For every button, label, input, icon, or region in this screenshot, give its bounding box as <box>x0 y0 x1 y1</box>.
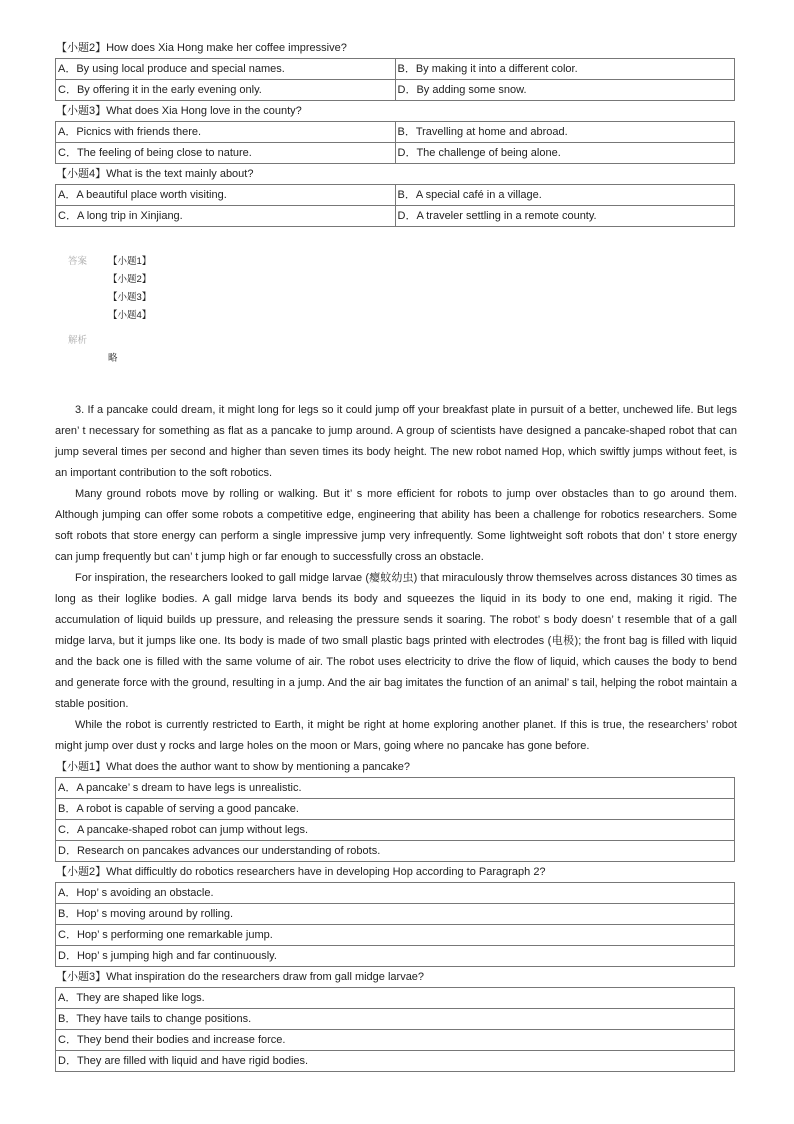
option-a: A．By using local produce and special names. <box>56 59 396 80</box>
reading-passage <box>55 400 737 757</box>
question-stem: 【小题4】What is the text mainly about? <box>56 168 254 180</box>
options-table <box>55 121 735 164</box>
option-a: A．They are shaped like logs. <box>56 988 735 1009</box>
question-stem: 【小题2】What difficultly do robotics researchers have in developing Hop according to Paragraph 2? <box>56 866 546 878</box>
option-b: B．By making it into a different color. <box>395 59 735 80</box>
options-table <box>55 777 735 862</box>
option-d: D．Research on pancakes advances our understanding of robots. <box>56 841 735 862</box>
option-a: A．A pancake’ s dream to have legs is unrealistic. <box>56 778 735 799</box>
options-table <box>55 58 735 101</box>
option-d: D．Hop’ s jumping high and far continuously. <box>56 946 735 967</box>
question-stem: 【小题2】How does Xia Hong make her coffee impressive? <box>56 42 347 54</box>
option-b: B．Hop’ s moving around by rolling. <box>56 904 735 925</box>
option-d: D．The challenge of being alone. <box>395 143 735 164</box>
question-block-2 <box>55 757 735 1072</box>
option-b: B．They have tails to change positions. <box>56 1009 735 1030</box>
paragraph: While the robot is currently restricted to Earth, it might be right at home exploring another planet. If this is true, the researchers’ robot might jump over dust y rocks and large holes on the moon or Mars, going where no pancake has gone before. <box>55 719 737 752</box>
answer-item: 【小题3】 <box>108 292 152 303</box>
option-c: C．Hop’ s performing one remarkable jump. <box>56 925 735 946</box>
option-c: C．A long trip in Xinjiang. <box>56 206 396 227</box>
question-stem: 【小题1】What does the author want to show by mentioning a pancake? <box>56 761 411 773</box>
option-c: C．The feeling of being close to nature. <box>56 143 396 164</box>
options-table <box>55 987 735 1072</box>
analysis-label: 解析 <box>68 335 88 346</box>
option-a: A．Picnics with friends there. <box>56 122 396 143</box>
option-b: B．A special café in a village. <box>395 185 735 206</box>
option-a: A．A beautiful place worth visiting. <box>56 185 396 206</box>
answer-label: 答案 <box>68 256 88 267</box>
option-a: A．Hop’ s avoiding an obstacle. <box>56 883 735 904</box>
question-stem: 【小题3】What inspiration do the researchers draw from gall midge larvae? <box>56 971 425 983</box>
question-stem: 【小题3】What does Xia Hong love in the county? <box>56 105 302 117</box>
options-table <box>55 882 735 967</box>
paragraph: 3. If a pancake could dream, it might long for legs so it could jump off your breakfast plate in pursuit of a better, unchewed life. But legs aren’ t necessary for something as flat as a pancake to jump around. A group of scientists have designed a pancake-shaped robot that can jump several times per second and higher than seven times its body height. The new robot named Hop, which swiftly jumps without feet, is an important contribution to the soft robotics. <box>55 404 737 479</box>
analysis-text: 略 <box>108 353 118 364</box>
paragraph: Many ground robots move by rolling or walking. But it’ s more efficient for robots to jump over obstacles than to go around them. Although jumping can offer some robots a competitive edge, engineering that ability has been a challenge for robotics researchers. Some soft robots that store energy can perform a single impressive jump very infrequently. Some lightweight soft robots that don’ t store energy can jump frequently but can’ t jump high or far enough to successfully cross an obstacle. <box>55 488 737 563</box>
option-b: B．Travelling at home and abroad. <box>395 122 735 143</box>
answer-item: 【小题1】 <box>108 256 152 267</box>
option-d: D．By adding some snow. <box>395 80 735 101</box>
option-d: D．They are filled with liquid and have rigid bodies. <box>56 1051 735 1072</box>
question-block-1 <box>55 38 735 227</box>
option-c: C．A pancake-shaped robot can jump without legs. <box>56 820 735 841</box>
paragraph: For inspiration, the researchers looked to gall midge larvae (瘿蚊幼虫) that miraculously throw themselves across distances 30 times as long as their loglike bodies. A gall midge larva bends its body and squeezes the liquid in its body to one end, making it rigid. The accumulation of liquid builds up pressure, and releasing the pressure sends it soaring. The robot’ s body doesn’ t resemble that of a gall midge larva, but it jumps like one. Its body is made of two small plastic bags printed with electrodes (电极); the front bag is filled with liquid and the back one is filled with the same volume of air. The robot uses electricity to drive the flow of liquid, which causes the body to bend and generate force with the ground, resulting in a jump. And the air bag imitates the function of an animal’ s tail, helping the robot maintain a stable position. <box>55 572 737 710</box>
option-c: C．By offering it in the early evening only. <box>56 80 396 101</box>
answer-item: 【小题2】 <box>108 274 152 285</box>
option-b: B．A robot is capable of serving a good pancake. <box>56 799 735 820</box>
option-c: C．They bend their bodies and increase force. <box>56 1030 735 1051</box>
answer-item: 【小题4】 <box>108 310 152 321</box>
option-d: D．A traveler settling in a remote county. <box>395 206 735 227</box>
options-table <box>55 184 735 227</box>
